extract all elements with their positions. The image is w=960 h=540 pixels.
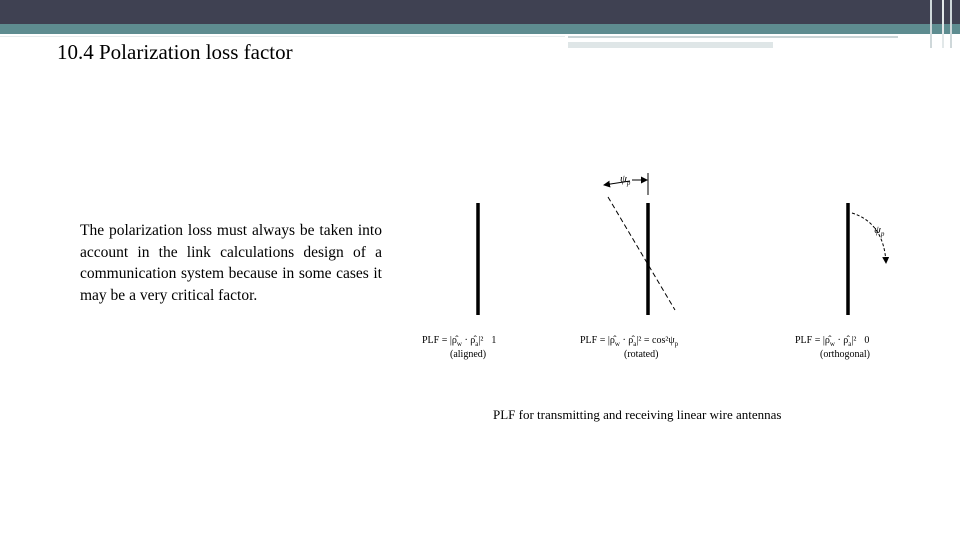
figure-caption: PLF for transmitting and receiving linear wire antennas <box>493 407 782 422</box>
header-teal-bar <box>0 24 960 34</box>
label-rotated: (rotated) <box>624 349 659 360</box>
plf-formula-aligned: PLF = $|\rhô_w$ · $\rhô_a|^2$ 1 <box>422 335 497 348</box>
slide-title: 10.4 Polarization loss factor <box>57 40 293 64</box>
header-decor-line <box>930 0 932 48</box>
header-decor-line <box>942 0 944 48</box>
plf-formula-orthogonal: PLF = $|\rhô_w$ · $\rhô_a|^2$ 0 <box>795 335 870 348</box>
label-orthogonal: (orthogonal) <box>820 349 870 360</box>
polarization-figure <box>418 165 903 370</box>
header-rule-left <box>0 36 565 37</box>
slide-body-text: The polarization loss must always be taken into account in the link calculations design of a communication system because in some cases it may be a very critical factor. <box>80 222 382 304</box>
plf-formula-rotated: PLF = $|\rhô_w$ · $\rhô_a|^2 = \cos^2\psi_p$ <box>580 335 679 348</box>
header-rule-right <box>568 36 898 38</box>
angle-label-orthogonal: $\psi_p$ <box>874 224 885 238</box>
orthogonal-angle-arc <box>852 213 886 263</box>
header-decor-line <box>950 0 952 48</box>
label-aligned: (aligned) <box>450 349 487 360</box>
header-dark-bar <box>0 0 960 24</box>
angle-label-rotated: $\psi_p$ <box>620 173 631 187</box>
header-rule-right-lower <box>568 42 773 48</box>
rotated-antenna-dashed <box>608 197 675 310</box>
